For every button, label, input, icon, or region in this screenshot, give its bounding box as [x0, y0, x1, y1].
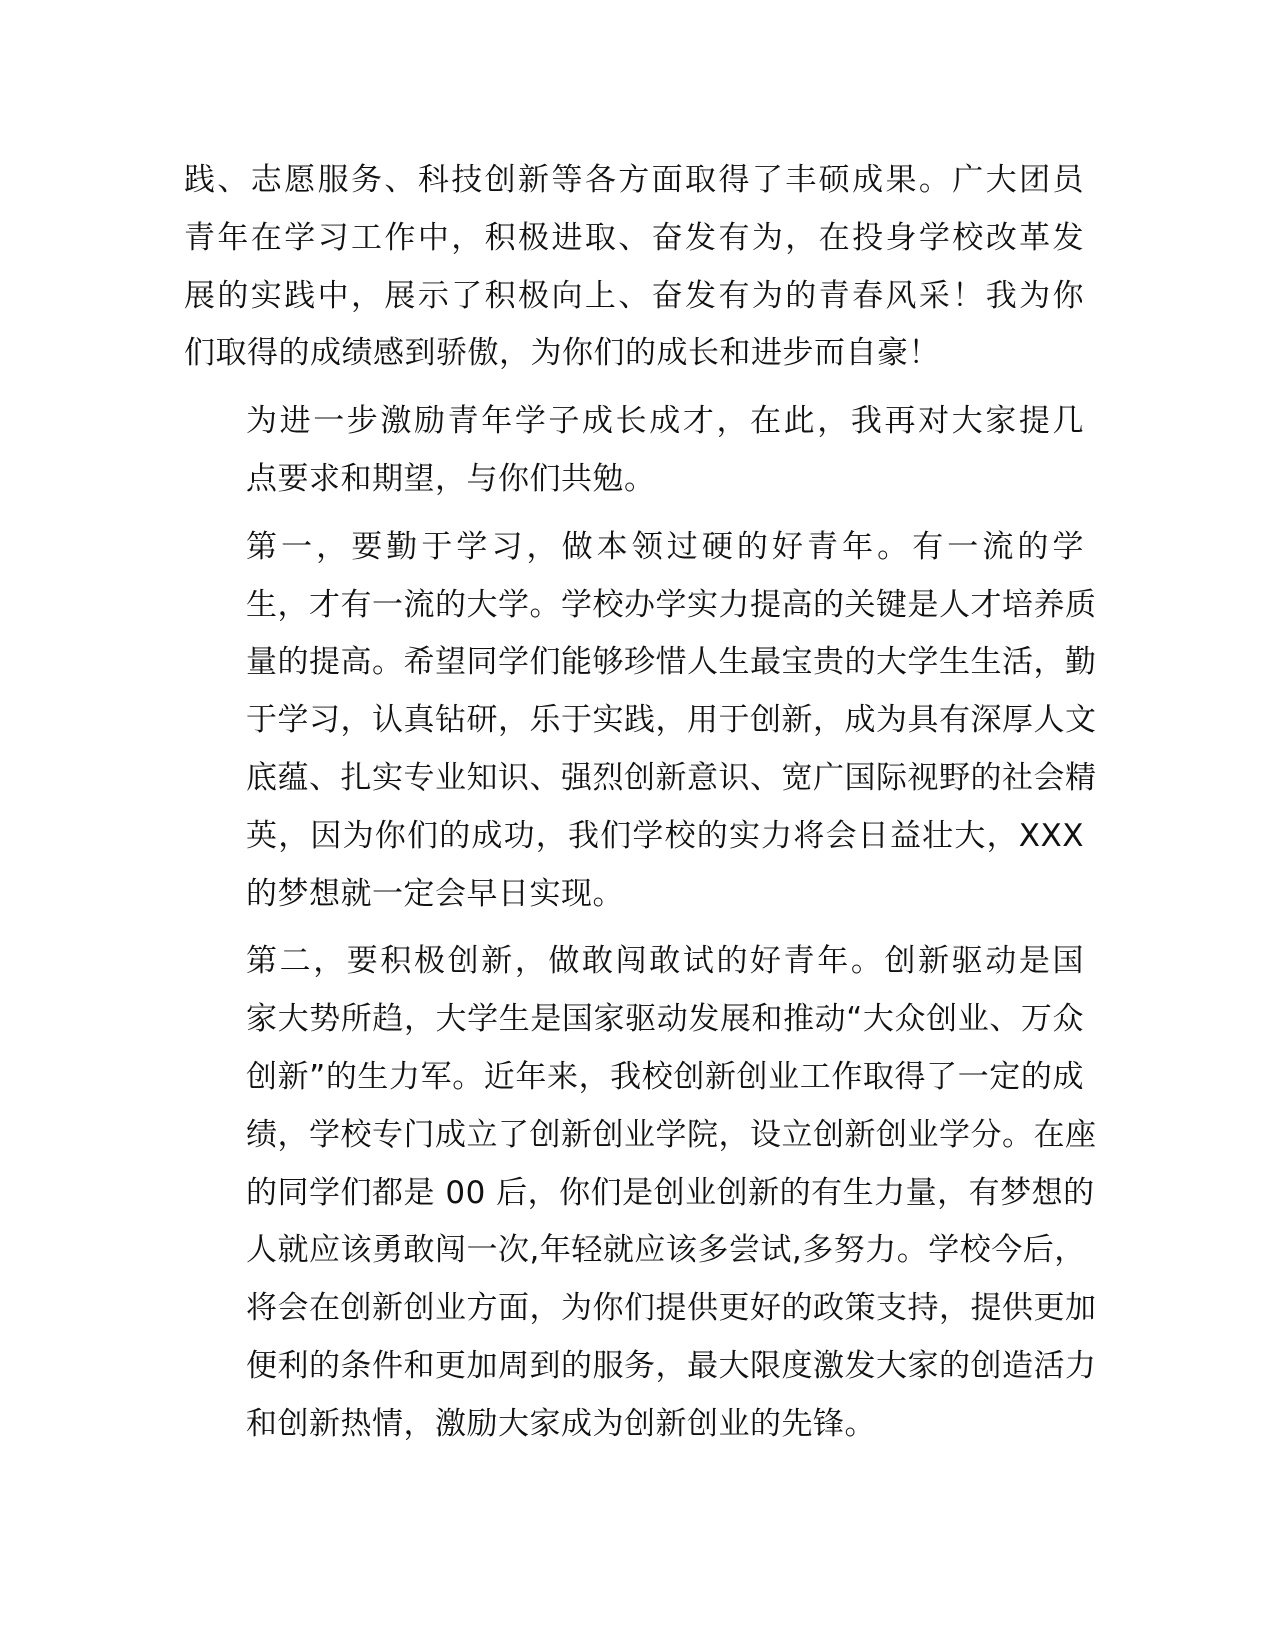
text-line: 便利的条件和更加周到的服务，最大限度激发大家的创造活力	[246, 1347, 1097, 1384]
paragraph-point-one-study	[184, 519, 1097, 924]
text-line: 底蕴、扎实专业知识、强烈创新意识、宽广国际视野的社会精	[246, 759, 1097, 796]
text-line: 绩，学校专门成立了创新创业学院，设立创新创业学分。在座	[246, 1116, 1097, 1153]
text-line: 践、志愿服务、科技创新等各方面取得了丰硕成果。广大团员	[184, 162, 1084, 198]
text-line: 量的提高。希望同学们能够珍惜人生最宝贵的大学生生活，勤	[246, 644, 1097, 681]
text-line: 第二，要积极创新，做敢闯敢试的好青年。创新驱动是国	[246, 943, 1084, 980]
text-line: 的梦想就一定会早日实现。	[246, 875, 624, 912]
paragraph-point-two-innovation	[184, 933, 1097, 1453]
document-body	[184, 152, 1097, 1464]
text-line: 家大势所趋，大学生是国家驱动发展和推动“大众创业、万众	[246, 1001, 1084, 1038]
text-line: 们取得的成绩感到骄傲，为你们的成长和进步而自豪！	[184, 335, 940, 372]
text-line: 点要求和期望，与你们共勉。	[246, 460, 656, 497]
text-line: 的同学们都是 00 后，你们是创业创新的有生力量，有梦想的	[246, 1174, 1095, 1211]
paragraph-achievements	[184, 152, 1084, 383]
text-line: 和创新热情，激励大家成为创新创业的先锋。	[246, 1405, 876, 1442]
text-line: 人就应该勇敢闯一次,年轻就应该多尝试,多努力。学校今后，	[246, 1232, 1086, 1269]
text-line: 为进一步激励青年学子成长成才，在此，我再对大家提几	[246, 403, 1084, 440]
text-line: 生，才有一流的大学。学校办学实力提高的关键是人才培养质	[246, 586, 1097, 623]
text-line: 青年在学习工作中，积极进取、奋发有为，在投身学校改革发	[184, 219, 1084, 256]
text-line: 第一，要勤于学习，做本领过硬的好青年。有一流的学	[246, 528, 1084, 565]
text-line: 英，因为你们的成功，我们学校的实力将会日益壮大，XXX	[246, 817, 1084, 854]
text-line: 于学习，认真钻研，乐于实践，用于创新，成为具有深厚人文	[246, 702, 1097, 739]
text-line: 展的实践中，展示了积极向上、奋发有为的青春风采！我为你	[184, 277, 1084, 314]
text-line: 将会在创新创业方面，为你们提供更好的政策支持，提供更加	[246, 1290, 1097, 1327]
paragraph-expectations-intro	[184, 393, 1084, 509]
text-line: 创新”的生力军。近年来，我校创新创业工作取得了一定的成	[246, 1058, 1084, 1095]
